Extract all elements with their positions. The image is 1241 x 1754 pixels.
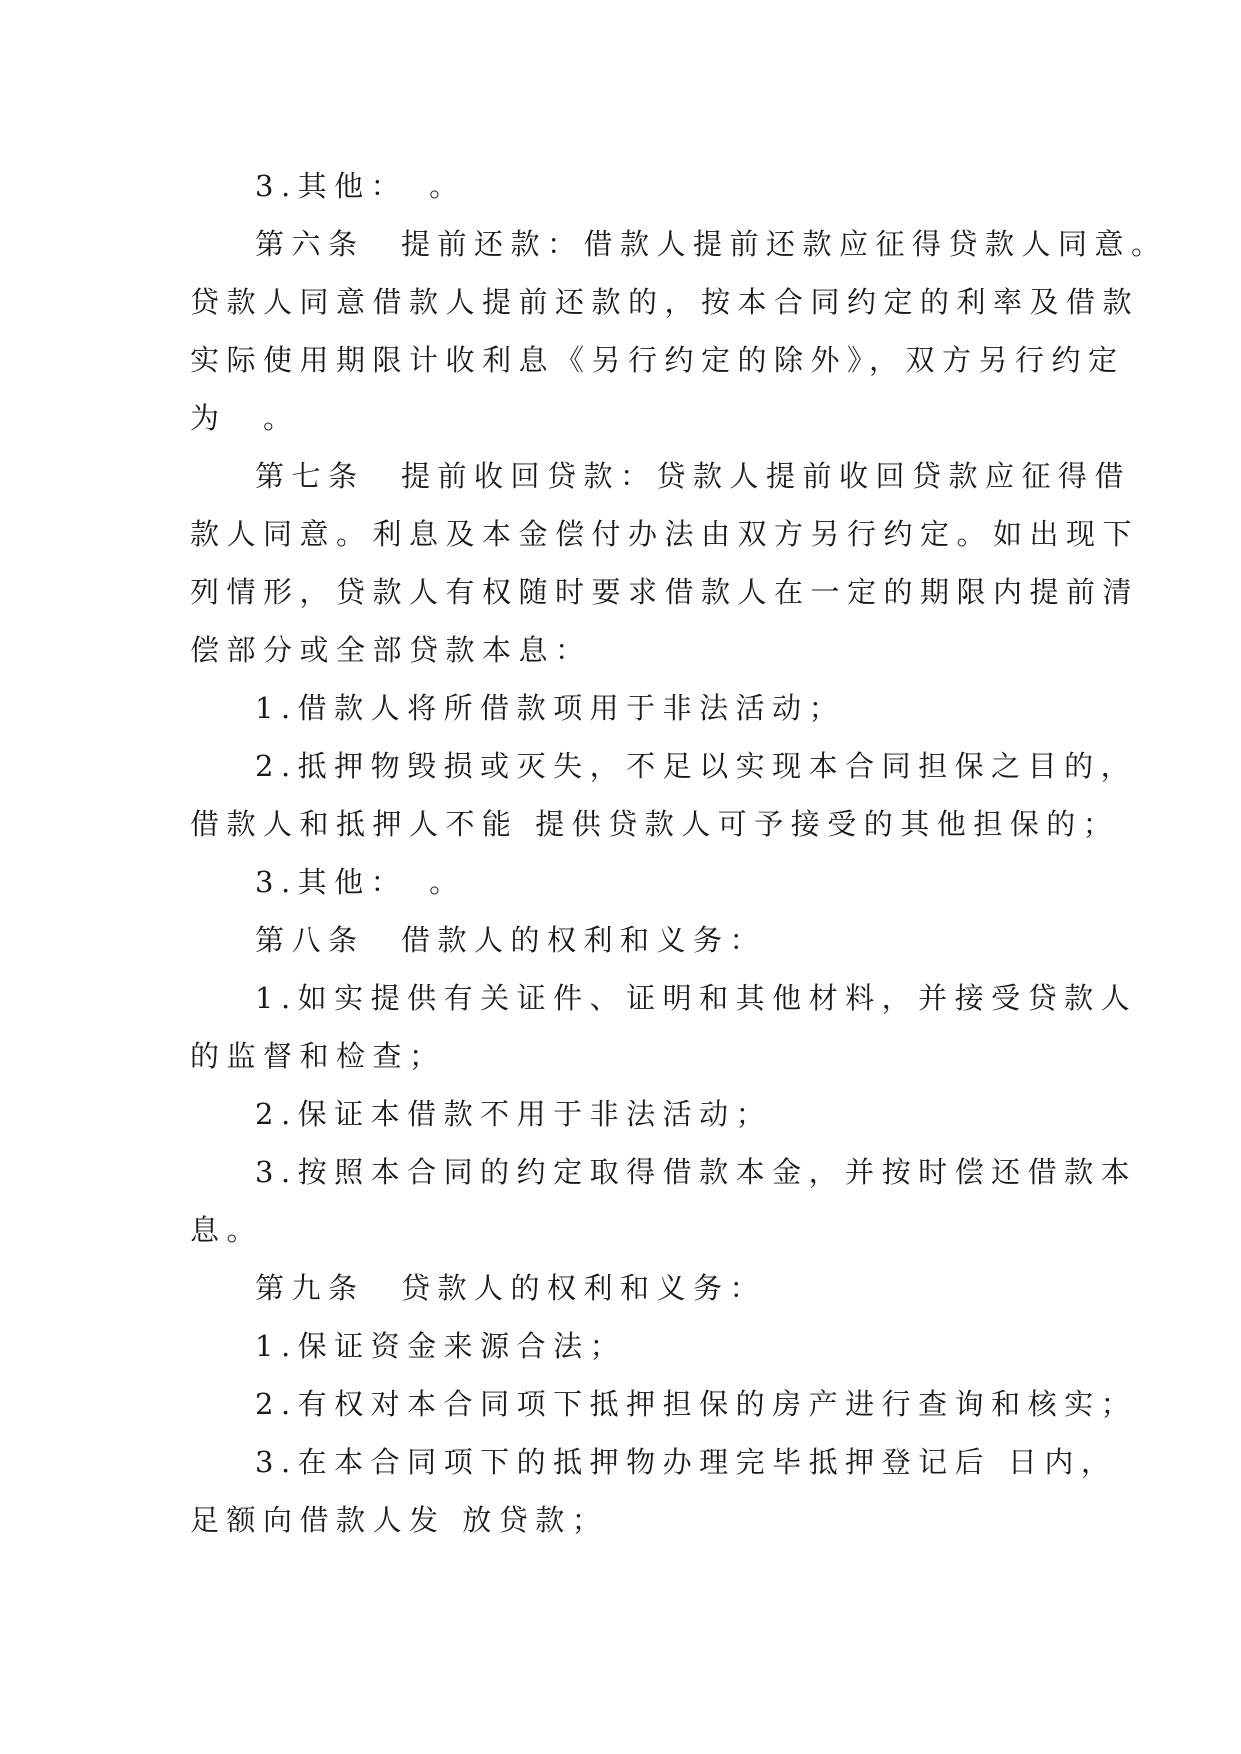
text-line: 实际使用期限计收利息《另行约定的除外》，双方另行约定 <box>190 343 1125 377</box>
text-line: 的监督和检查； <box>190 1039 446 1073</box>
text-line: 息。 <box>190 1213 264 1247</box>
document-body <box>190 157 1168 1549</box>
text-line: 3.其他： 。 <box>255 169 466 203</box>
text-line: 1.如实提供有关证件、证明和其他材料，并接受贷款人 <box>255 981 1138 1015</box>
text-line: 第六条 提前还款：借款人提前还款应征得贷款人同意。 <box>255 227 1168 261</box>
text-line: 2.抵押物毁损或灭失，不足以实现本合同担保之目的， <box>255 749 1138 783</box>
text-line: 偿部分或全部贷款本息： <box>190 633 592 667</box>
text-line: 款人同意。利息及本金偿付办法由双方另行约定。如出现下 <box>190 517 1140 551</box>
text-line: 1.借款人将所借款项用于非法活动； <box>255 691 846 725</box>
text-line: 3.其他： 。 <box>255 865 466 899</box>
text-line: 3.按照本合同的约定取得借款本金，并按时偿还借款本 <box>255 1155 1138 1189</box>
text-line: 借款人和抵押人不能 提供贷款人可予接受的其他担保的； <box>190 807 1120 841</box>
text-line: 2.保证本借款不用于非法活动； <box>255 1097 773 1131</box>
text-line: 1.保证资金来源合法； <box>255 1329 627 1363</box>
text-line: 贷款人同意借款人提前还款的，按本合同约定的利率及借款 <box>190 285 1140 319</box>
text-line: 2.有权对本合同项下抵押担保的房产进行查询和核实； <box>255 1387 1138 1421</box>
text-line: 列情形，贷款人有权随时要求借款人在一定的期限内提前清 <box>190 575 1140 609</box>
text-line: 足额向借款人发 放贷款； <box>190 1503 609 1537</box>
text-line: 第九条 贷款人的权利和义务： <box>255 1271 767 1305</box>
text-line: 第八条 借款人的权利和义务： <box>255 923 767 957</box>
text-line: 第七条 提前收回贷款：贷款人提前收回贷款应征得借 <box>255 459 1132 493</box>
text-line: 为 。 <box>190 401 300 435</box>
text-line: 3.在本合同项下的抵押物办理完毕抵押登记后 日内， <box>255 1445 1118 1479</box>
